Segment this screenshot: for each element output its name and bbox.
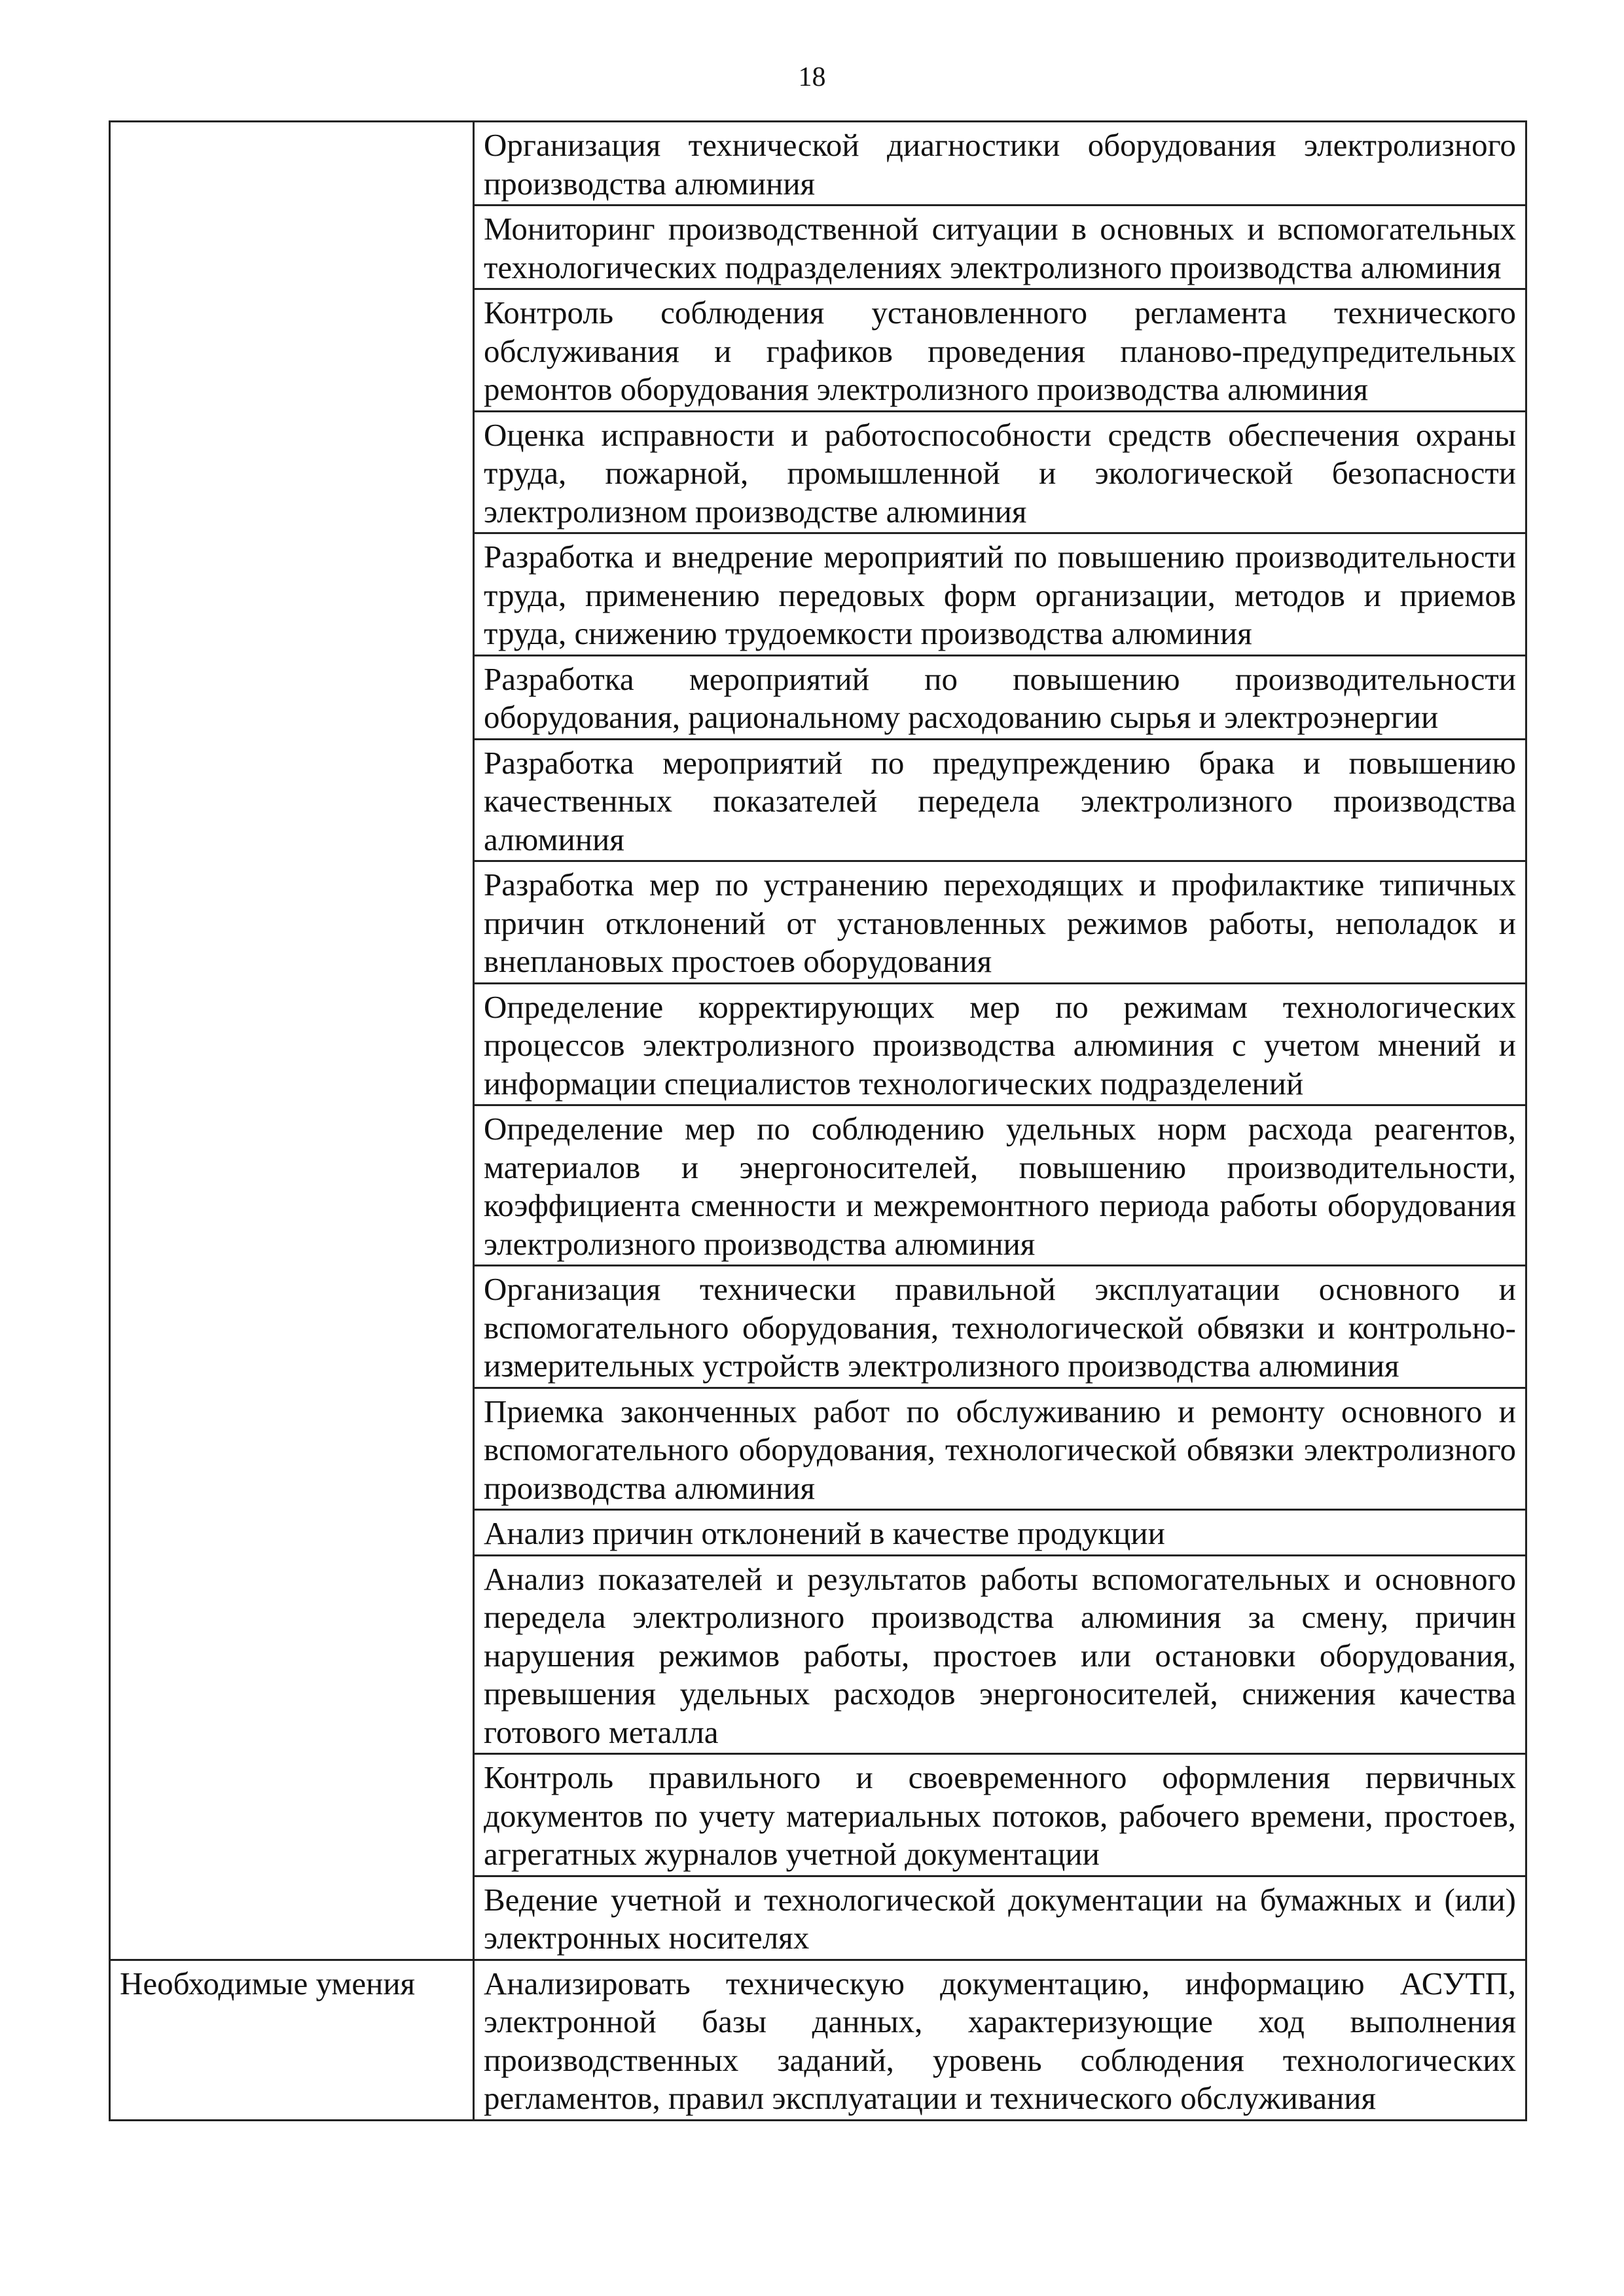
labor-action-cell: Контроль соблюдения установленного регламента технического обслуживания и графиков проведения планово-предупредительных ремонтов оборудования электролизного производства алюминия [474,289,1526,412]
labor-actions-label-cell [110,122,474,1960]
labor-action-cell: Анализ причин отклонений в качестве продукции [474,1510,1526,1556]
skills-label-cell: Необходимые умения [110,1960,474,2120]
labor-action-cell: Разработка и внедрение мероприятий по повышению производительности труда, применению передовых форм организации, методов и приемов труда, снижению трудоемкости производства алюминия [474,533,1526,656]
labor-action-cell: Приемка законченных работ по обслуживанию и ремонту основного и вспомогательного оборудования, технологической обвязки электролизного производства алюминия [474,1388,1526,1510]
labor-action-cell: Разработка мероприятий по повышению производительности оборудования, рациональному расходованию сырья и электроэнергии [474,655,1526,739]
table-row [110,122,1526,206]
labor-action-cell: Ведение учетной и технологической документации на бумажных и (или) электронных носителях [474,1876,1526,1960]
labor-action-cell: Оценка исправности и работоспособности средств обеспечения охраны труда, пожарной, промышленной и экологической безопасности электролизном производстве алюминия [474,411,1526,533]
labor-action-cell: Контроль правильного и своевременного оформления первичных документов по учету материальных потоков, рабочего времени, простоев, агрегатных журналов учетной документации [474,1754,1526,1876]
labor-action-cell: Определение мер по соблюдению удельных норм расхода реагентов, материалов и энергоносителей, повышению производительности, коэффициента сменности и межремонтного периода работы оборудования электролизного производства алюминия [474,1105,1526,1266]
labor-action-cell: Определение корректирующих мер по режимам технологических процессов электролизного производства алюминия с учетом мнений и информации специалистов технологических подразделений [474,983,1526,1105]
table-row [110,1960,1526,2120]
labor-action-cell: Организация технической диагностики оборудования электролизного производства алюминия [474,122,1526,206]
professional-standard-table [109,120,1527,2121]
labor-action-cell: Разработка мер по устранению переходящих и профилактике типичных причин отклонений от установленных режимов работы, неполадок и внеплановых простоев оборудования [474,861,1526,984]
labor-action-cell: Организация технически правильной эксплуатации основного и вспомогательного оборудования, технологической обвязки и контрольно-измерительных устройств электролизного производства алюминия [474,1266,1526,1388]
page-number: 18 [798,62,826,92]
skill-cell: Анализировать техническую документацию, информацию АСУТП, электронной базы данных, характеризующие ход выполнения производственных заданий, уровень соблюдения технологических регламентов, правил эксплуатации и технического обслуживания [474,1960,1526,2120]
labor-action-cell: Анализ показателей и результатов работы вспомогательных и основного передела электролизного производства алюминия за смену, причин нарушения режимов работы, простоев или остановки оборудования, превышения удельных расходов энергоносителей, снижения качества готового металла [474,1555,1526,1754]
labor-action-cell: Разработка мероприятий по предупреждению брака и повышению качественных показателей передела электролизного производства алюминия [474,739,1526,861]
labor-action-cell: Мониторинг производственной ситуации в основных и вспомогательных технологических подразделениях электролизного производства алюминия [474,206,1526,289]
